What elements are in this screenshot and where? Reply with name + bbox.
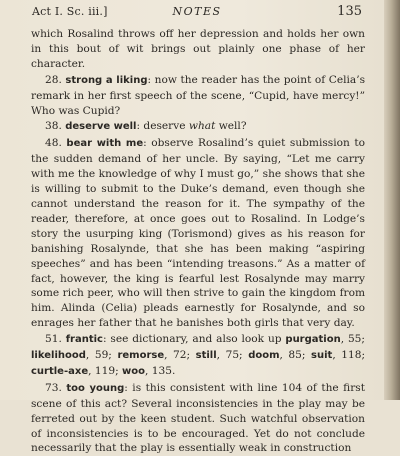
note-text: , 59; (85, 349, 118, 362)
running-header (32, 4, 362, 20)
note-text: , 55; (340, 333, 365, 346)
note-text: 38. (45, 120, 66, 133)
note-text: 51. (45, 333, 66, 346)
book-spine-shadow (384, 0, 400, 400)
note-paragraph (31, 332, 365, 380)
note-paragraph (31, 73, 365, 119)
note-text: , 72; (164, 349, 196, 362)
note-text: , 135. (145, 364, 176, 377)
note-keyword: too young (66, 382, 125, 394)
note-keyword: bear with me (66, 138, 144, 150)
note-keyword: woo (122, 365, 145, 377)
note-paragraph (31, 381, 365, 456)
page-number: 135 (337, 4, 362, 19)
note-text: : see dictionary, and also look up (103, 333, 286, 346)
note-keyword: suit (311, 350, 333, 362)
note-keyword: likelihood (31, 350, 86, 362)
note-text: which Rosalind throws off her depression and holds her own in this bout of wit brings out plainly one phase of her character. (31, 28, 365, 70)
note-text: , 85; (279, 349, 312, 362)
note-text: 28. (45, 73, 66, 86)
note-text: : observe Rosalind’s quiet submission to the sudden demand of her uncle. By saying, “Let me carry with me the knowledge of why I must go,” she shows that she is willing to submit to the Duke’s demand, even though she cannot understand the reason for it. The sympathy of the reader, therefore, at once goes out to Rosalind. In Lodge’s story the usurping king (Torismond) gives as his reason for banishing Rosalynde, that she has been making “aspiring speeches” and has been “intending treasons.” As a matter of fact, however, the king is fearful lest Rosalynde may marry some rich peer, who will then strive to gain the kingdom from him. Alinda (Celia) pleads earnestly for Rosalynde, and so enrages her father that he banishes both girls that very day. (31, 137, 365, 330)
note-text: : is this consistent with line 104 of the first scene of this act? Several inconsistencies in the play may be ferreted out by the keen student. Such watchful observation of inconsistencies is to be encouraged. Yet do not conclude necessarily that the play is essentially weak in construction (31, 381, 365, 455)
section-reference: Act I. Sc. iii.] (32, 5, 108, 18)
note-text: , 75; (216, 349, 249, 362)
note-text: : now the reader has the point of Celia’s remark in her first speech of the scene, “Cupid, have mercy!” Who was Cupid? (31, 73, 366, 117)
note-keyword: remorse (117, 350, 165, 362)
italic-text: what (188, 120, 216, 133)
note-text: : deserve (136, 120, 189, 133)
note-keyword: doom (248, 350, 280, 362)
note-paragraph (31, 136, 365, 331)
note-keyword: curtle-axe (31, 365, 89, 377)
note-text: , 118; (332, 349, 366, 362)
note-text: well? (215, 120, 247, 133)
note-paragraph (31, 119, 365, 135)
note-text: 48. (45, 137, 67, 150)
note-paragraph (31, 27, 365, 72)
note-keyword: still (195, 350, 217, 362)
note-text: 73. (45, 381, 67, 394)
note-keyword: strong a liking (65, 74, 148, 86)
notes-body (31, 27, 365, 456)
note-text: , 119; (88, 364, 123, 377)
note-keyword: frantic (65, 334, 103, 346)
note-keyword: purgation (285, 334, 341, 346)
running-title: NOTES (172, 5, 222, 18)
note-keyword: deserve well (65, 121, 137, 133)
